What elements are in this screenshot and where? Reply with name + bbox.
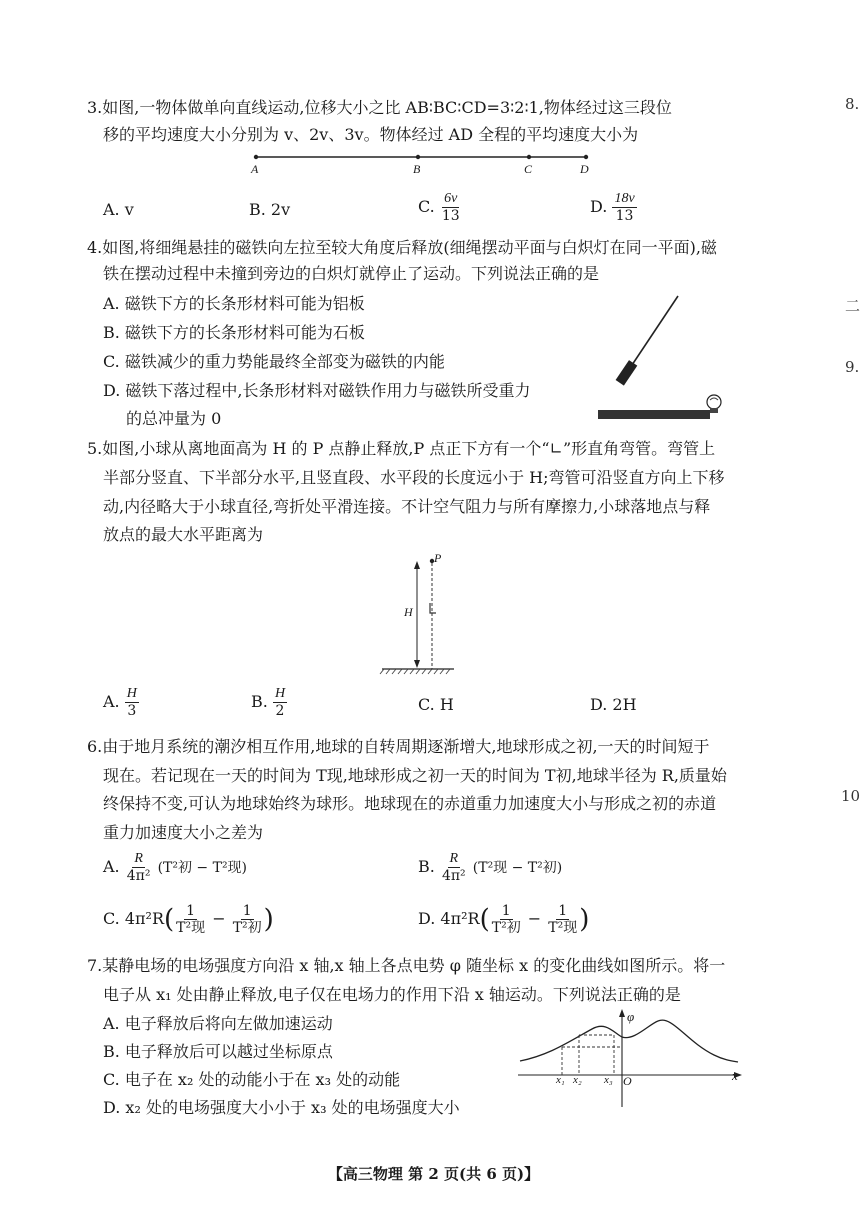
q7-graph-x2-label: x₂: [573, 1074, 582, 1086]
q6-stem-line3: 终保持不变,可认为地球始终为球形。地球现在的赤道重力加速度大小与形成之初的赤道: [103, 794, 717, 813]
q5-option-a: A. $\frac{H}{3}$: [103, 686, 137, 719]
edge-section-2: 二: [845, 297, 861, 315]
q3-stem-line1: 3.如图,一物体做单向直线运动,位移大小之比 AB∶BC∶CD=3∶2∶1,物体经过这三段位: [87, 98, 672, 117]
q4-option-b: B. 磁铁下方的长条形材料可能为石板: [103, 323, 365, 342]
q5-option-c: C. H: [418, 695, 454, 714]
q7-graph-x3-label: x₃: [604, 1074, 613, 1086]
q3-point-c: C: [524, 162, 533, 176]
q3-option-d: [590, 191, 637, 224]
q5-stem-line1: 5.如图,小球从离地面高为 H 的 P 点静止释放,P 点正下方有一个“∟”形直角弯管。弯管上: [87, 439, 716, 458]
q7-graph-phi-label: φ: [627, 1009, 635, 1024]
q7-option-a: A. 电子释放后将向左做加速运动: [103, 1014, 333, 1033]
q4-stem-line1: 4.如图,将细绳悬挂的磁铁向左拉至较大角度后释放(细绳摆动平面与白炽灯在同一平面),磁: [87, 238, 717, 257]
q7-option-c: C. 电子在 x₂ 处的动能小于在 x₃ 处的动能: [103, 1070, 401, 1089]
q5-option-d: D. 2H: [590, 695, 637, 714]
q5-drop-figure: [372, 555, 462, 680]
page-footer: 【高三物理 第 2 页(共 6 页)】: [327, 1165, 540, 1183]
q3-option-b: B. 2v: [249, 200, 291, 219]
q3-option-c-fraction: $\frac{6v}{13}$: [441, 191, 460, 224]
q3-point-b: B: [413, 162, 421, 176]
q3-point-d: D: [580, 162, 589, 176]
q5-figure-label-h: H: [404, 605, 413, 619]
q7-graph-x-label: x: [732, 1068, 738, 1083]
q7-option-b: B. 电子释放后可以越过坐标原点: [103, 1042, 333, 1061]
q7-stem-line2: 电子从 x₁ 处由静止释放,电子仅在电场力的作用下沿 x 轴运动。下列说法正确的是: [103, 985, 681, 1004]
q4-magnet-figure: [590, 290, 730, 430]
q6-option-a: A. $\frac{R}{\text{4π²}}$ (T²初 − T²现): [103, 851, 248, 884]
edge-question-10: 10: [841, 787, 861, 805]
q7-option-d: D. x₂ 处的电场强度大小小于 x₃ 处的电场强度大小: [103, 1098, 460, 1117]
edge-question-9: 9.: [845, 358, 860, 376]
q6-option-d: D. 4π²R( $\frac{1}{\text{T²初}}$ − $\frac{1}{\text{T²现}}$ ): [418, 903, 590, 936]
q4-option-c: C. 磁铁减少的重力势能最终全部变为磁铁的内能: [103, 352, 445, 371]
q3-option-c-label: C.: [418, 197, 435, 216]
q7-graph-origin-label: O: [623, 1074, 632, 1088]
q6-stem-line1: 6.由于地月系统的潮汐相互作用,地球的自转周期逐渐增大,地球形成之初,一天的时间短于: [87, 737, 710, 756]
q3-option-c: [418, 191, 462, 224]
q3-option-a: A. v: [103, 200, 134, 219]
q4-option-d-line1: D. 磁铁下落过程中,长条形材料对磁铁作用力与磁铁所受重力: [103, 381, 531, 400]
q4-stem-line2: 铁在摆动过程中未撞到旁边的白炽灯就停止了运动。下列说法正确的是: [103, 264, 600, 283]
q3-stem-line2: 移的平均速度大小分别为 v、2v、3v。物体经过 AD 全程的平均速度大小为: [103, 125, 639, 144]
q4-option-a: A. 磁铁下方的长条形材料可能为铝板: [103, 294, 365, 313]
q5-stem-line4: 放点的最大水平距离为: [103, 525, 264, 544]
q3-option-d-label: D.: [590, 197, 608, 216]
q5-stem-line3: 动,内径略大于小球直径,弯折处平滑连接。不计空气阻力与所有摩擦力,小球落地点与释: [103, 497, 711, 516]
q3-option-d-fraction: $\frac{18v}{13}$: [614, 191, 635, 224]
q6-option-b: B. $\frac{R}{\text{4π²}}$ (T²现 − T²初): [418, 851, 563, 884]
q6-stem-line4: 重力加速度大小之差为: [103, 823, 264, 842]
q5-figure-label-p: P: [434, 551, 442, 565]
q3-point-a: A: [251, 162, 259, 176]
q4-option-d-line2: 的总冲量为 0: [126, 409, 222, 428]
edge-question-8: 8.: [845, 95, 860, 113]
q5-option-b: B. $\frac{H}{2}$: [251, 686, 286, 719]
q5-stem-line2: 半部分竖直、下半部分水平,且竖直段、水平段的长度远小于 H;弯管可沿竖直方向上下移: [103, 468, 725, 487]
q7-stem-line1: 7.某静电场的电场强度方向沿 x 轴,x 轴上各点电势 φ 随坐标 x 的变化曲线如图所示。将一: [87, 956, 726, 975]
q6-option-c: C. 4π²R( $\frac{1}{\text{T²现}}$ − $\frac{1}{\text{T²初}}$ ): [103, 903, 274, 936]
q6-stem-line2: 现在。若记现在一天的时间为 T现,地球形成之初一天的时间为 T初,地球半径为 R,质量始: [103, 766, 727, 785]
q7-graph-x1-label: x₁: [556, 1074, 565, 1086]
